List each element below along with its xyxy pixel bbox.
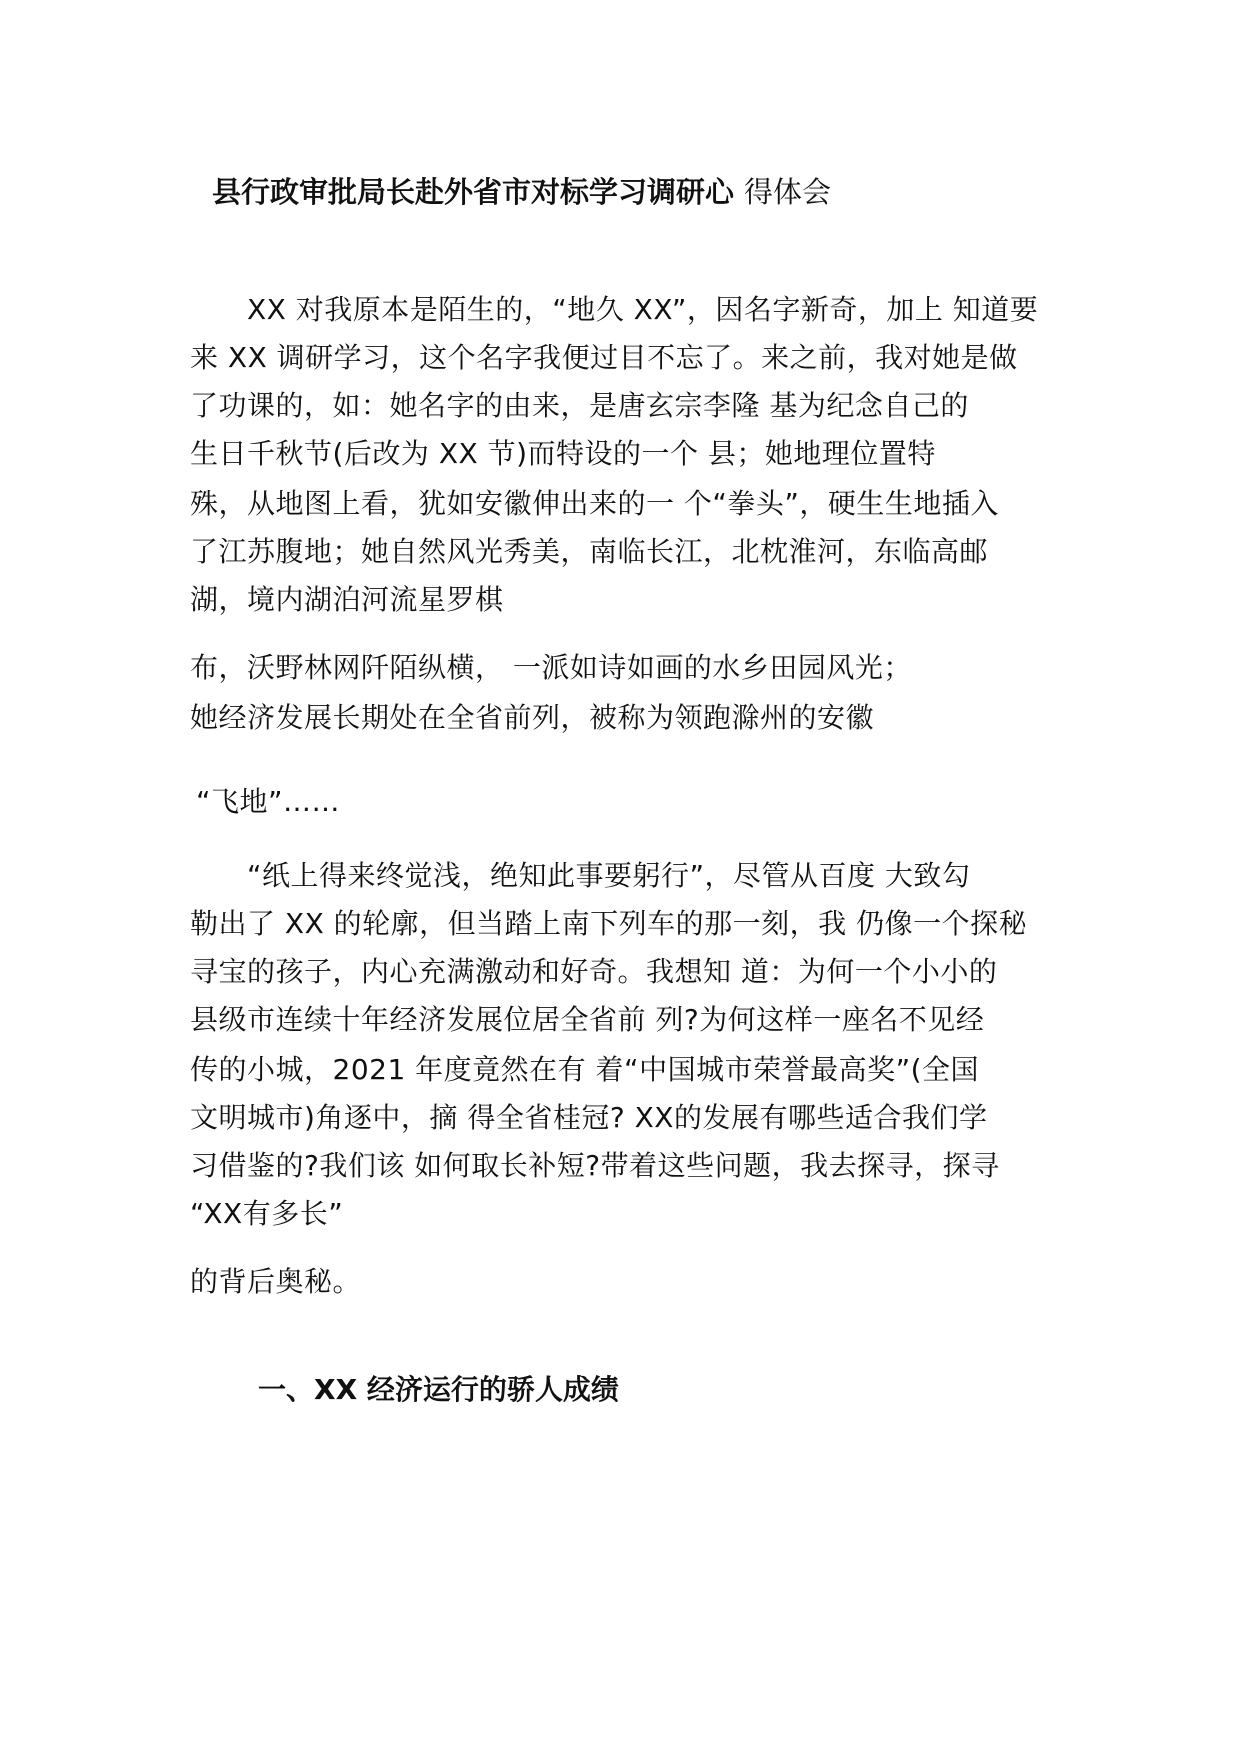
title-suffix: 得体会 [744, 175, 832, 209]
paragraph-line: 勒出了 XX 的轮廓，但当踏上南下列车的那一刻，我 仍像一个探秘 [190, 907, 1028, 940]
paragraph-line: “XX有多长” [190, 1197, 344, 1230]
paragraph-line: “纸上得来终觉浅，绝知此事要躬行”，尽管从百度 大致勾 [190, 859, 971, 892]
paragraph-line: 了功课的，如：她名字的由来，是唐玄宗李隆 基为纪念自己的 [190, 389, 969, 422]
paragraph-line: 习借鉴的?我们该 如何取长补短?带着这些问题，我去探寻，探寻 [190, 1149, 1000, 1182]
paragraph-line: 她经济发展长期处在全省前列，被称为领跑滁州的安徽 [190, 701, 875, 734]
paragraph-line: 生日千秋节(后改为 XX 节)而特设的一个 县；她地理位置特 [190, 437, 936, 470]
paragraph-line: XX 对我原本是陌生的，“地久 XX”，因名字新奇，加上 知道要 [190, 293, 1039, 326]
paragraph-line: 湖，境内湖泊河流星罗棋 [190, 583, 504, 616]
paragraph-line: 寻宝的孩子，内心充满激动和好奇。我想知 道：为何一个小小的 [190, 955, 998, 988]
title-main: 县行政审批局长赴外省市对标学习调研心 [212, 175, 735, 209]
paragraph-line: 了江苏腹地；她自然风光秀美，南临长江，北枕淮河，东临高邮 [190, 535, 989, 568]
paragraph-line: “飞地”…… [196, 785, 341, 818]
section-heading: 一、XX 经济运行的骄人成绩 [258, 1373, 619, 1406]
paragraph-line: 的背后奥秘。 [190, 1265, 362, 1298]
paragraph-line: 来 XX 调研学习，这个名字我便过目不忘了。来之前，我对她是做 [190, 341, 1018, 374]
paragraph-line: 布，沃野林网阡陌纵横， 一派如诗如画的水乡田园风光； [190, 651, 912, 684]
paragraph-line: 传的小城，2021 年度竟然在有 着“中国城市荣誉最高奖”(全国 [190, 1053, 979, 1086]
paragraph-line: 县级市连续十年经济发展位居全省前 列?为何这样一座名不见经 [190, 1003, 985, 1036]
paragraph-line: 殊，从地图上看，犹如安徽伸出来的一 个“拳头”，硬生生地插入 [190, 487, 999, 520]
paragraph-line: 文明城市)角逐中，摘 得全省桂冠? XX的发展有哪些适合我们学 [190, 1101, 988, 1134]
document-title [212, 172, 831, 212]
